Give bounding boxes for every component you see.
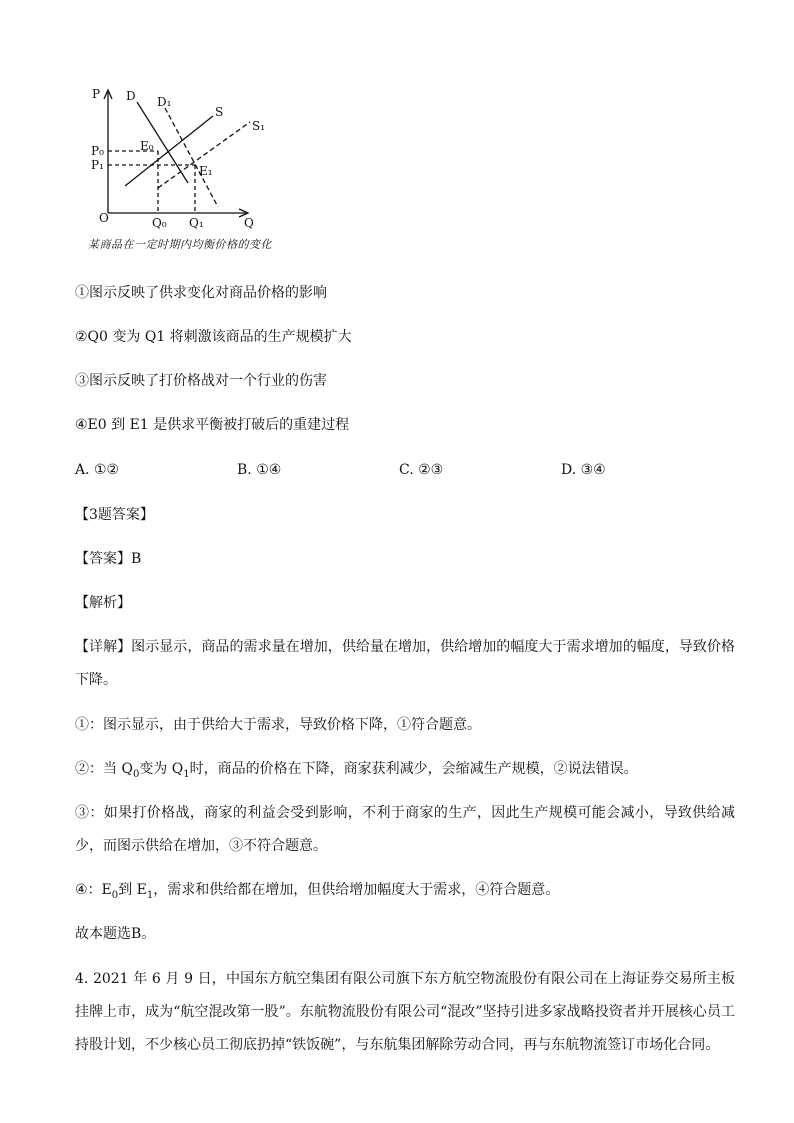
e1-label: E₁ <box>199 164 213 178</box>
supply-demand-figure <box>0 0 794 240</box>
point-4-sub-0: 0 <box>111 889 119 901</box>
answer-header: 【3题答案】 <box>75 507 154 523</box>
conclusion: 故本题选B。 <box>75 926 156 942</box>
point-4-part-c: ，需求和供给都在增加，但供给增加幅度大于需求，④符合题意。 <box>153 882 560 898</box>
curve-s1-label: S₁ <box>252 119 266 133</box>
point-2-part-a: ②：当 Q <box>75 761 133 777</box>
e0-label: E₀ <box>140 139 154 153</box>
point-2-sub-0: 0 <box>132 768 140 780</box>
option-d[interactable]: D. ③④ <box>561 462 606 478</box>
demand-curve-d1 <box>165 108 218 207</box>
option-a[interactable]: A. ①② <box>75 462 120 478</box>
answer-prefix: 【答案】 <box>75 551 131 567</box>
point-4-part-a: ④：E <box>75 882 112 898</box>
statement-4: ④E0 到 E1 是供求平衡被打破后的重建过程 <box>75 417 350 433</box>
curve-d-label: D <box>126 89 136 103</box>
detail-paragraph: 【详解】图示显示，商品的需求量在增加，供给量在增加，供给增加的幅度大于需求增加的幅度，导致价格下降。 <box>75 639 735 688</box>
p1-label: P₁ <box>91 158 104 172</box>
option-b[interactable]: B. ①④ <box>237 462 282 478</box>
supply-curve-s1 <box>158 122 250 188</box>
point-4 <box>75 880 559 906</box>
answer-line <box>75 549 141 569</box>
analysis-header: 【解析】 <box>75 595 131 611</box>
figure-caption: 某商品在一定时期内均衡价格的变化 <box>88 238 272 251</box>
question-4: 4. 2021 年 6 月 9 日，中国东方航空集团有限公司旗下东方航空物流股份有限公司在上海证券交易所主板挂牌上市，成为“航空混改第一股”。东航物流股份有限公司“混改”坚持引进多家战略投资者并开展核心员工持股计划，不少核心员工彻底扔掉“铁饭碗”，与东航集团解除劳动合同，再与东航物流签订市场化合同。 <box>75 971 735 1053</box>
curve-s-label: S <box>215 105 224 119</box>
q0-label: Q₀ <box>152 216 167 230</box>
point-1: ①：图示显示，由于供给大于需求，导致价格下降，①符合题意。 <box>75 717 481 733</box>
axis-p-label: P <box>92 87 101 101</box>
option-c[interactable]: C. ②③ <box>399 462 444 478</box>
axis-q-label: Q <box>244 216 254 230</box>
origin-label: O <box>99 211 109 225</box>
curve-d1-label: D₁ <box>157 95 172 109</box>
statement-1: ①图示反映了供求变化对商品价格的影响 <box>75 285 327 301</box>
point-2-part-b: 变为 Q <box>139 761 184 777</box>
point-4-part-b: 到 E <box>118 882 147 898</box>
point-2-part-c: 时，商品的价格在下降，商家获利减少，会缩减生产规模，②说法错误。 <box>189 761 638 777</box>
statement-2: ②Q0 变为 Q1 将刺激该商品的生产规模扩大 <box>75 329 352 345</box>
statement-3: ③图示反映了打价格战对一个行业的伤害 <box>75 373 327 389</box>
point-2-sub-1: 1 <box>183 768 190 780</box>
p0-label: P₀ <box>91 144 104 158</box>
q1-label: Q₁ <box>189 216 204 230</box>
point-2 <box>75 759 638 785</box>
point-4-sub-1: 1 <box>146 889 154 901</box>
point-3: ③：如果打价格战，商家的利益会受到影响，不利于商家的生产，因此生产规模可能会减小，导致供给减少，而图示供给在增加，③不符合题意。 <box>75 805 735 854</box>
answer-value: B <box>131 551 142 567</box>
